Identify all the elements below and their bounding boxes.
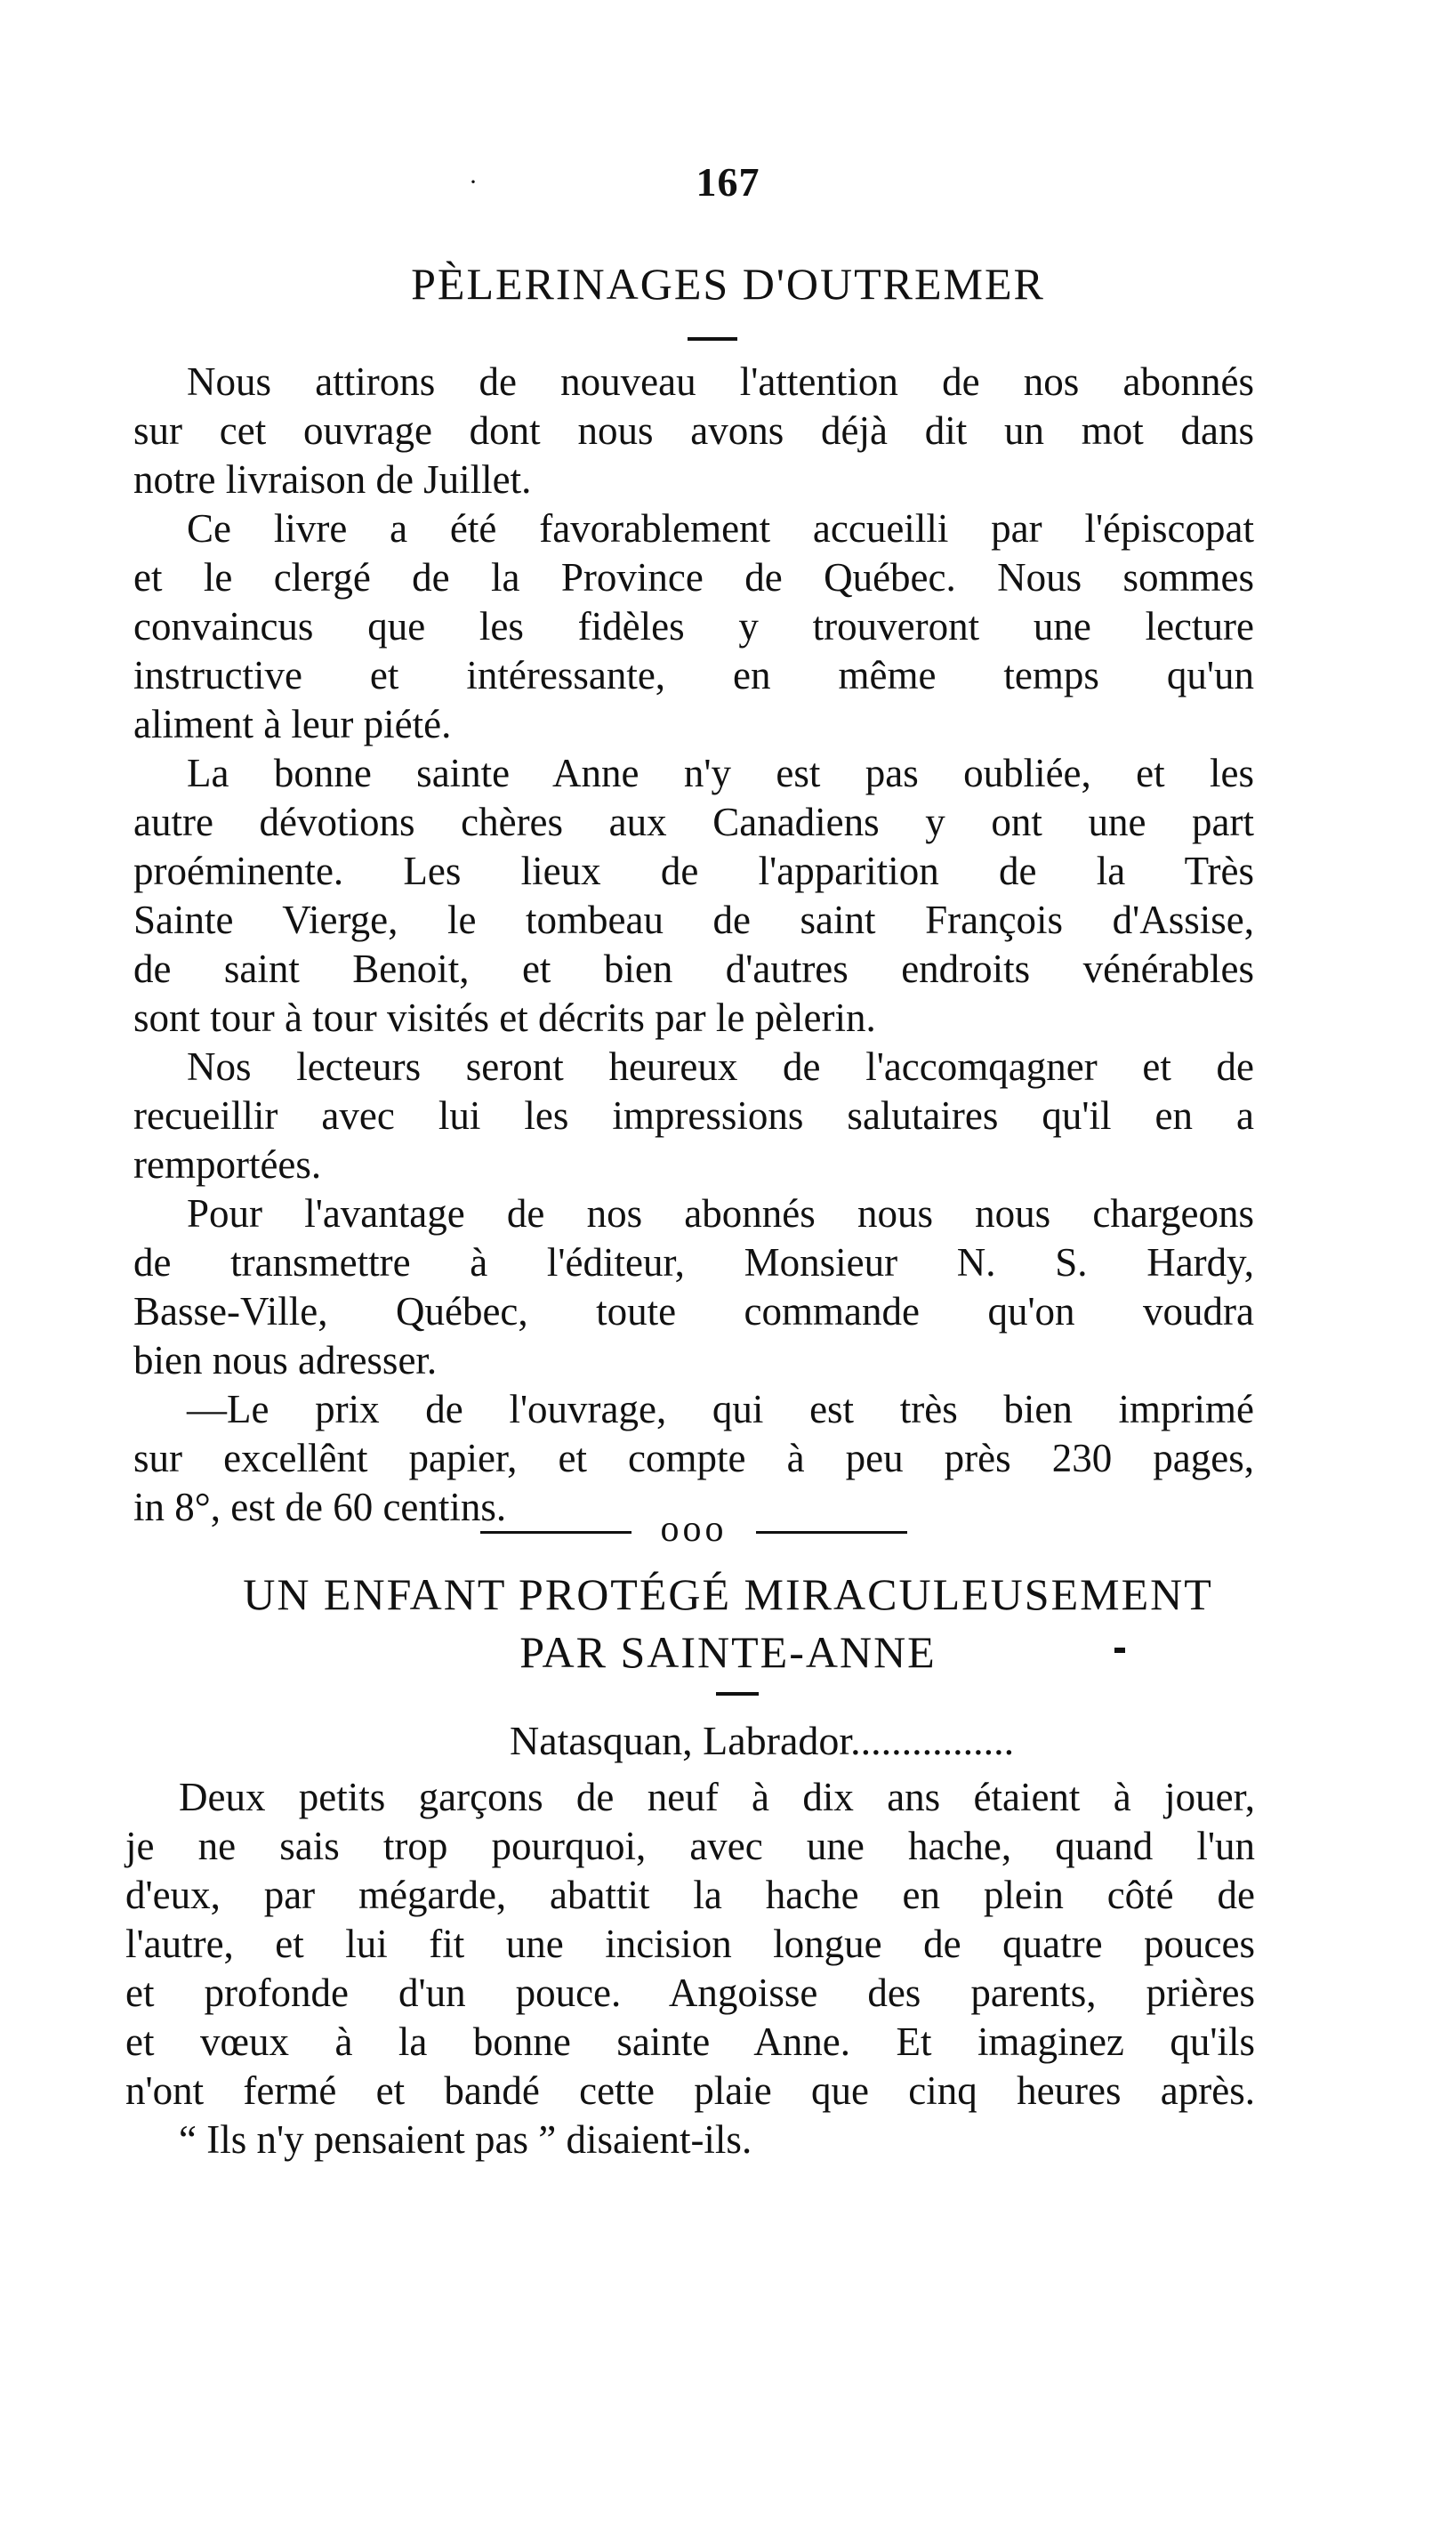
text-line: l'autre, et lui fit une incision longue de quatre pouces xyxy=(125,1922,1255,1966)
text-line: remportées. xyxy=(133,1142,322,1187)
text-line: d'eux, par mégarde, abattit la hache en plein côté de xyxy=(125,1873,1255,1917)
article-title-pelerinages: PÈLERINAGES D'OUTREMER xyxy=(411,259,1045,309)
text-line: sur excellênt papier, et compte à peu près 230 pages, xyxy=(133,1436,1254,1480)
page-dot-mark: · xyxy=(469,167,478,197)
article-body-enfant xyxy=(125,1773,1255,2164)
section-separator xyxy=(480,1508,907,1561)
text-line: recueillir avec lui les impressions salutaires qu'il en a xyxy=(133,1093,1254,1138)
text-line: de saint Benoit, et bien d'autres endroits vénérables xyxy=(133,947,1254,991)
text-line: Pour l'avantage de nos abonnés nous nous chargeons xyxy=(187,1191,1254,1236)
text-line: La bonne sainte Anne n'y est pas oubliée, et les xyxy=(187,751,1254,795)
separator-rule-right xyxy=(756,1531,907,1534)
text-line: n'ont fermé et bandé cette plaie que cinq heures après. xyxy=(125,2068,1255,2113)
text-line: aliment à leur piété. xyxy=(133,702,452,746)
text-line: “ Ils n'y pensaient pas ” disaient-ils. xyxy=(179,2117,752,2162)
article-title-line-2: PAR SAINTE-ANNE xyxy=(519,1627,937,1677)
title-rule xyxy=(688,337,737,341)
text-line: Basse-Ville, Québec, toute commande qu'on voudra xyxy=(133,1289,1254,1334)
article-body-pelerinages xyxy=(133,358,1254,1532)
page-number: 167 xyxy=(696,159,760,205)
text-line: autre dévotions chères aux Canadiens y ont une part xyxy=(133,800,1254,844)
text-line: proéminente. Les lieux de l'apparition de la Très xyxy=(133,849,1254,893)
article-title-line-1: UN ENFANT PROTÉGÉ MIRACULEUSEMENT xyxy=(243,1569,1213,1619)
text-line: et profonde d'un pouce. Angoisse des parents, prières xyxy=(125,1971,1255,2015)
separator-ornament: ooo xyxy=(660,1509,728,1550)
text-line: instructive et intéressante, en même temps qu'un xyxy=(133,653,1254,697)
text-line: Sainte Vierge, le tombeau de saint François d'Assise, xyxy=(133,898,1254,942)
text-line: et vœux à la bonne sainte Anne. Et imaginez qu'ils xyxy=(125,2019,1255,2064)
text-line: —Le prix de l'ouvrage, qui est très bien imprimé xyxy=(187,1387,1254,1431)
dateline-place: Natasquan, Labrador................ xyxy=(510,1718,1015,1763)
text-line: de transmettre à l'éditeur, Monsieur N. S. Hardy, xyxy=(133,1240,1254,1285)
text-line: je ne sais trop pourquoi, avec une hache, quand l'un xyxy=(125,1824,1255,1868)
text-line: bien nous adresser. xyxy=(133,1338,438,1382)
text-line: in 8°, est de 60 centins. xyxy=(133,1485,507,1529)
text-line: convaincus que les fidèles y trouveront une lecture xyxy=(133,604,1254,649)
text-line: Nous attirons de nouveau l'attention de nos abonnés xyxy=(187,359,1254,404)
stray-ink-mark xyxy=(1114,1648,1125,1653)
text-line: Deux petits garçons de neuf à dix ans étaient à jouer, xyxy=(179,1775,1255,1819)
text-line: sur cet ouvrage dont nous avons déjà dit un mot dans xyxy=(133,408,1254,453)
text-line: Nos lecteurs seront heureux de l'accomqagner et de xyxy=(187,1044,1254,1089)
text-line: Ce livre a été favorablement accueilli par l'épiscopat xyxy=(187,506,1254,551)
text-line: notre livraison de Juillet. xyxy=(133,457,532,502)
text-line: et le clergé de la Province de Québec. Nous sommes xyxy=(133,555,1254,600)
title-rule xyxy=(716,1692,759,1696)
text-line: sont tour à tour visités et décrits par le pèlerin. xyxy=(133,995,876,1040)
